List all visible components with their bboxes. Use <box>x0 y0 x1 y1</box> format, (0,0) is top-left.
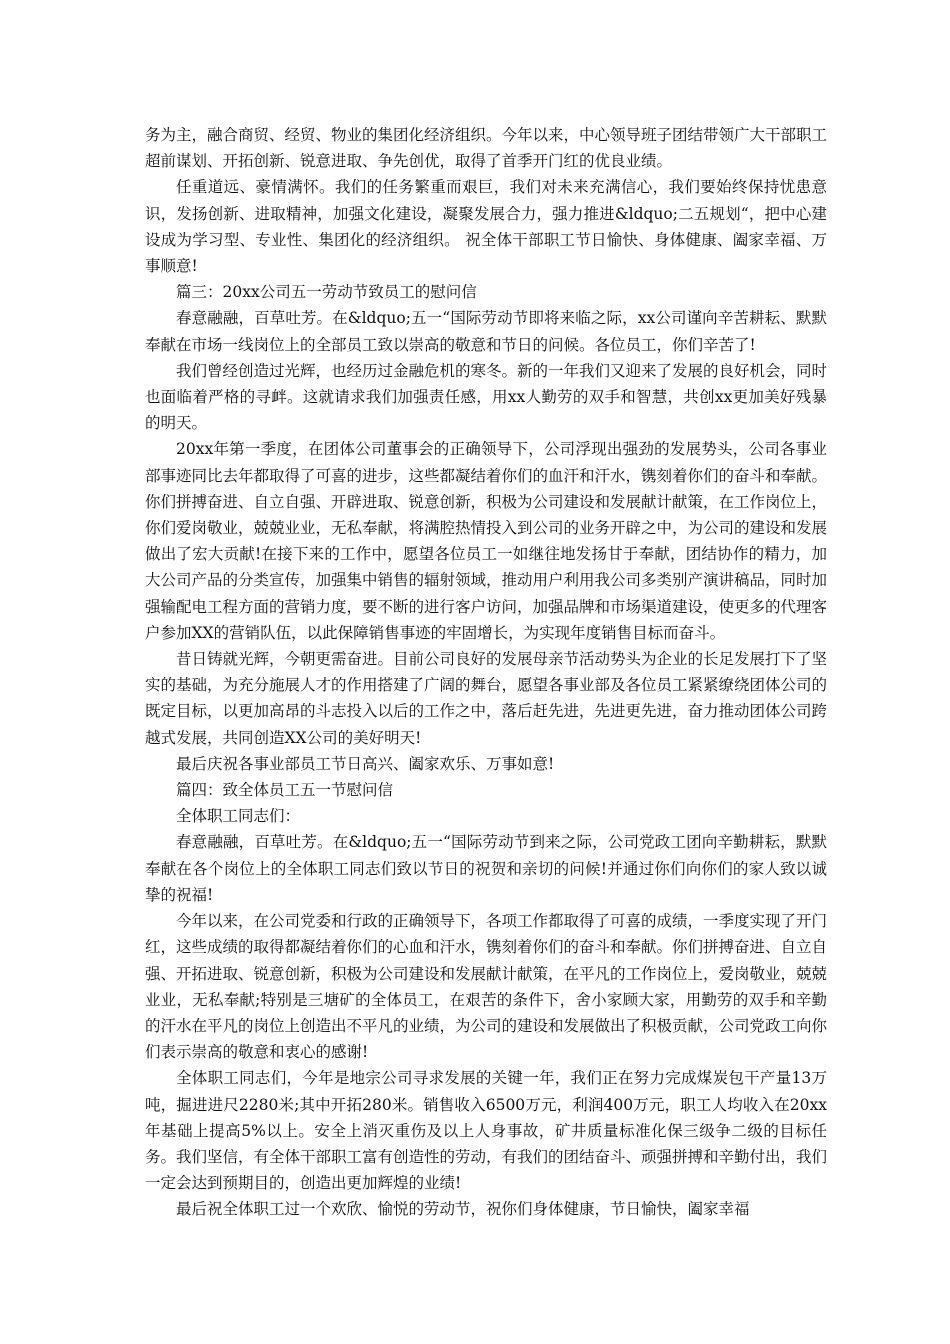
paragraph-targets: 全体职工同志们，今年是地宗公司寻求发展的关键一年，我们正在努力完成煤炭包干产量13万吨，掘进进尺2280米;其中开拓280米。销售收入6500万元，利润400万元，职工人均收入在20xx年基础上提高5%以上。安全上消灭重伤及以上人身事故，矿井质量标准化保三级争二级的目标任务。我们坚信，有全体干部职工富有创造性的劳动，有我们的团结奋斗、顽强拼搏和辛勤付出，我们一定会达到预期目的，创造出更加辉煌的业绩! <box>145 1069 828 1193</box>
paragraph-final-wishes: 最后祝全体职工过一个欢欣、愉悦的劳动节，祝你们身体健康，节日愉快，阖家幸福 <box>176 1200 750 1219</box>
section-heading-part-three: 篇三：20xx公司五一劳动节致员工的慰问信 <box>176 283 477 302</box>
paragraph-greeting: 春意融融，百草吐芳。在&ldquo;五一“国际劳动节即将来临之际，xx公司谨向辛苦耕耘、默默奉献在市场一线岗位上的全部员工致以崇高的敬意和节日的问候。各位员工，你们辛苦了! <box>145 309 827 354</box>
paragraph-future: 昔日铸就光辉，今朝更需奋进。目前公司良好的发展母亲节活动势头为企业的长足发展打下了坚实的基础，为充分施展人才的作用搭建了广阔的舞台，愿望各事业部及各位员工紧紧缭绕团体公司的既定目标，以更加高昂的斗志投入以后的工作之中，落后赶先进，先进更先进，奋力推动团体公司跨越式发展，共同创造XX公司的美好明天! <box>145 650 828 747</box>
document-page <box>145 122 827 1223</box>
paragraph-first-quarter: 20xx年第一季度，在团体公司董事会的正确领导下，公司浮现出强劲的发展势头，公司各事业部事迹同比去年都取得了可喜的进步，这些都凝结着你们的血汗和汗水，镌刻着你们的奋斗和奉献。你们拼搏奋进、自立自强、开辟进取、锐意创新，积极为公司建设和发展献计献策，在工作岗位上，你们爱岗敬业，兢兢业业，无私奉献，将满腔热情投入到公司的业务开辟之中，为公司的建设和发展做出了宏大贡献!在接下来的工作中，愿望各位员工一如继往地发扬甘于奉献，团结协作的精力，加大公司产品的分类宣传，加强集中销售的辐射领域，推动用户利用我公司多类别产演讲稿品，同时加强输配电工程方面的营销力度，要不断的进行客户访问，加强品牌和市场渠道建设，使更多的代理客户参加XX的营销队伍，以此保障销售事迹的牢固增长，为实现年度销售目标而奋斗。 <box>145 440 828 642</box>
section-heading-part-four: 篇四：致全体员工五一节慰问信 <box>176 781 394 800</box>
paragraph-mission: 任重道远、豪情满怀。我们的任务繁重而艰巨，我们对未来充满信心，我们要始终保持忧患意识，发扬创新、进取精神，加强文化建设，凝聚发展合力，强力推进&ldquo;二五规划“，把中心建设成为学习型、专业性、集团化的经济组织。 祝全体干部职工节日愉快、身体健康、阖家幸福、万事顺意! <box>145 178 827 276</box>
paragraph-intro-continuation: 务为主，融合商贸、经贸、物业的集团化经济组织。今年以来，中心领导班子团结带领广大干部职工超前谋划、开拓创新、锐意进取、争先创优，取得了首季开门红的优良业绩。 <box>145 126 828 171</box>
paragraph-achievements: 今年以来，在公司党委和行政的正确领导下，各项工作都取得了可喜的成绩，一季度实现了开门红，这些成绩的取得都凝结着你们的心血和汗水，镌刻着你们的奋斗和奉献。你们拼搏奋进、自立自强、开拓进取、锐意创新，积极为公司建设和发展献计献策，在平凡的工作岗位上，爱岗敬业，兢兢业业，无私奉献;特别是三塘矿的全体员工，在艰苦的条件下，舍小家顾大家，用勤劳的双手和辛勤的汗水在平凡的岗位上创造出不平凡的业绩，为公司的建设和发展做出了积极贡献，公司党政工向你们表示崇高的敬意和衷心的感谢! <box>145 912 828 1062</box>
paragraph-salutation: 全体职工同志们： <box>176 807 301 826</box>
paragraph-closing-wishes: 最后庆祝各事业部员工节日高兴、阖家欢乐、万事如意! <box>176 754 555 773</box>
paragraph-history: 我们曾经创造过光辉，也经历过金融危机的寒冬。新的一年我们又迎来了发展的良好机会，同时也面临着严格的寻衅。这就请求我们加强责任感，用xx人勤劳的双手和智慧，共创xx更加美好残暴的明天。 <box>145 361 828 433</box>
paragraph-holiday-greeting: 春意融融，百草吐芳。在&ldquo;五一“国际劳动节到来之际，公司党政工团向辛勤耕耘，默默奉献在各个岗位上的全体职工同志们致以节日的祝贺和亲切的问候!并通过你们向你们的家人致以诚挚的祝福! <box>145 833 827 904</box>
